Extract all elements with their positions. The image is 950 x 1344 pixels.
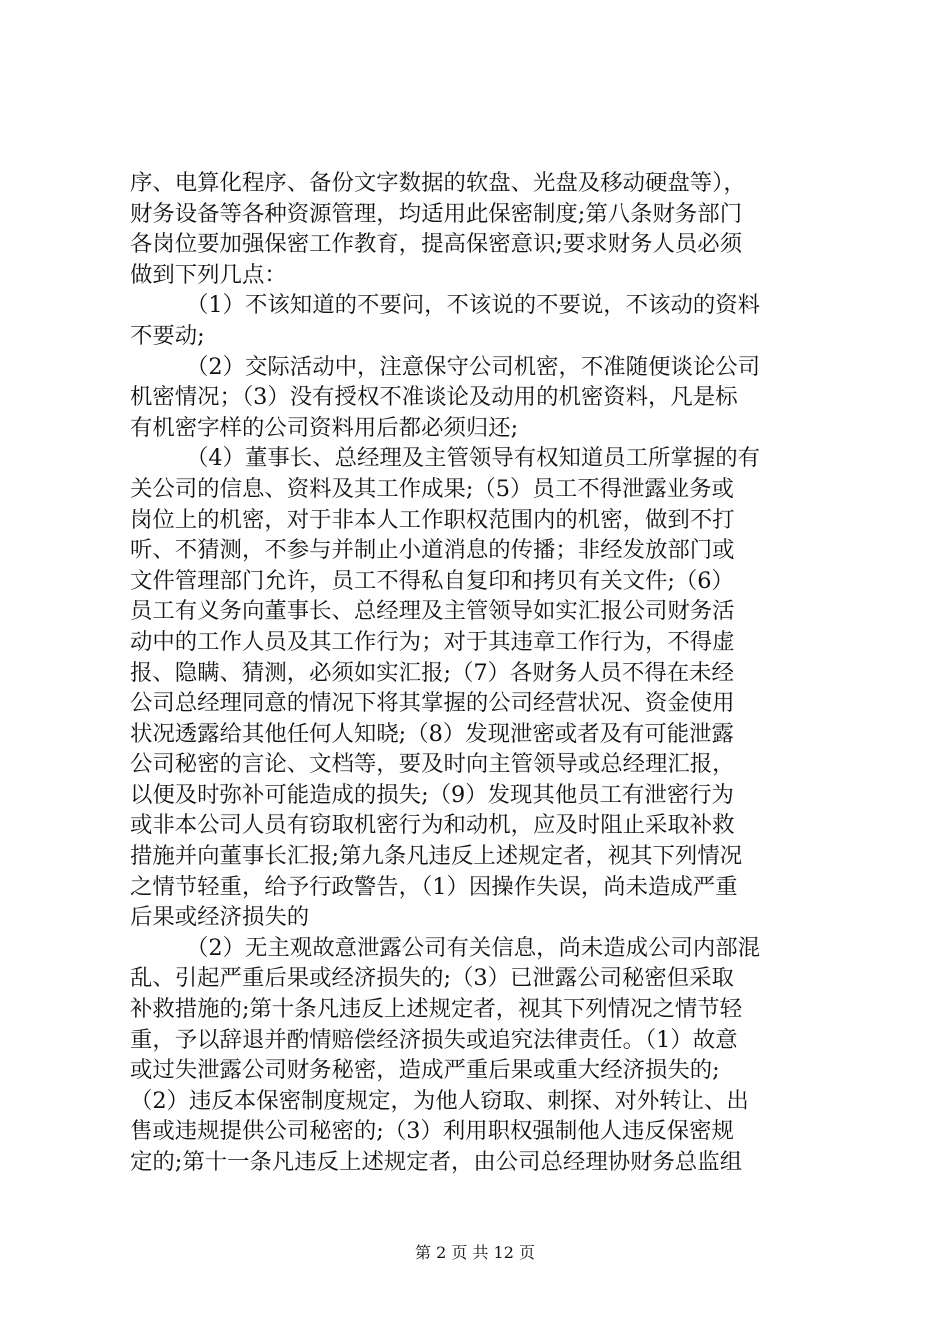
document-line: 公司总经理同意的情况下将其掌握的公司经营状况、资金使用 bbox=[130, 690, 735, 717]
document-line: 财务设备等各种资源管理，均适用此保密制度;第八条财务部门 bbox=[130, 200, 743, 227]
document-line: 补救措施的;第十条凡违反上述规定者，视其下列情况之情节轻 bbox=[130, 996, 743, 1023]
document-line: 或过失泄露公司财务秘密，造成严重后果或重大经济损失的; bbox=[130, 1057, 720, 1084]
document-line: 售或违规提供公司秘密的;（3）利用职权强制他人违反保密规 bbox=[130, 1118, 734, 1145]
document-line: 文件管理部门允许，员工不得私自复印和拷贝有关文件;（6） bbox=[130, 567, 734, 594]
document-line: 机密情况；（3）没有授权不准谈论及动用的机密资料，凡是标 bbox=[130, 384, 738, 411]
document-line: 员工有义务向董事长、总经理及主管领导如实汇报公司财务活 bbox=[130, 598, 735, 625]
document-line: 有机密字样的公司资料用后都必须归还; bbox=[130, 414, 519, 441]
document-line: （1）不该知道的不要问，不该说的不要说，不该动的资料 bbox=[186, 292, 761, 319]
document-line: 以便及时弥补可能造成的损失;（9）发现其他员工有泄密行为 bbox=[130, 781, 734, 808]
document-line: 不要动; bbox=[130, 322, 205, 349]
document-line: （4）董事长、总经理及主管领导有权知道员工所掌握的有 bbox=[186, 445, 761, 472]
document-line: 定的;第十一条凡违反上述规定者，由公司总经理协财务总监组 bbox=[130, 1149, 743, 1175]
document-line: 岗位上的机密，对于非本人工作职权范围内的机密，做到不打 bbox=[130, 506, 735, 533]
document-body bbox=[130, 168, 830, 1178]
document-line: （2）交际活动中，注意保守公司机密，不准随便谈论公司 bbox=[186, 353, 761, 380]
document-line: 关公司的信息、资料及其工作成果;（5）员工不得泄露业务或 bbox=[130, 475, 734, 502]
document-line: 听、不猜测，不参与并制止小道消息的传播；非经发放部门或 bbox=[130, 537, 735, 564]
document-line: 后果或经济损失的 bbox=[130, 904, 310, 931]
document-line: 做到下列几点： bbox=[130, 261, 287, 288]
document-line: （2）无主观故意泄露公司有关信息，尚未造成公司内部混 bbox=[186, 934, 761, 961]
document-line: 动中的工作人员及其工作行为；对于其违章工作行为，不得虚 bbox=[130, 628, 735, 655]
document-line: 重，予以辞退并酌情赔偿经济损失或追究法律责任。（1）故意 bbox=[130, 1026, 738, 1053]
document-line: （2）违反本保密制度规定，为他人窃取、刺探、对外转让、出 bbox=[130, 1087, 749, 1114]
document-line: 措施并向董事长汇报;第九条凡违反上述规定者，视其下列情况 bbox=[130, 843, 743, 870]
document-line: 报、隐瞒、猜测，必须如实汇报;（7）各财务人员不得在未经 bbox=[130, 659, 734, 686]
page-number-footer: 第 2 页 共 12 页 bbox=[415, 1243, 535, 1262]
document-line: 或非本公司人员有窃取机密行为和动机，应及时阻止采取补救 bbox=[130, 812, 735, 839]
document-line: 之情节轻重，给予行政警告，（1）因操作失误，尚未造成严重 bbox=[130, 873, 738, 900]
document-line: 乱、引起严重后果或经济损失的;（3）已泄露公司秘密但采取 bbox=[130, 965, 734, 992]
document-line: 公司秘密的言论、文档等，要及时向主管领导或总经理汇报， bbox=[130, 751, 735, 778]
document-line: 各岗位要加强保密工作教育，提高保密意识;要求财务人员必须 bbox=[130, 231, 743, 258]
document-line: 序、电算化程序、备份文字数据的软盘、光盘及移动硬盘等）， bbox=[130, 170, 746, 196]
document-line: 状况透露给其他任何人知晓;（8）发现泄密或者及有可能泄露 bbox=[130, 720, 734, 747]
